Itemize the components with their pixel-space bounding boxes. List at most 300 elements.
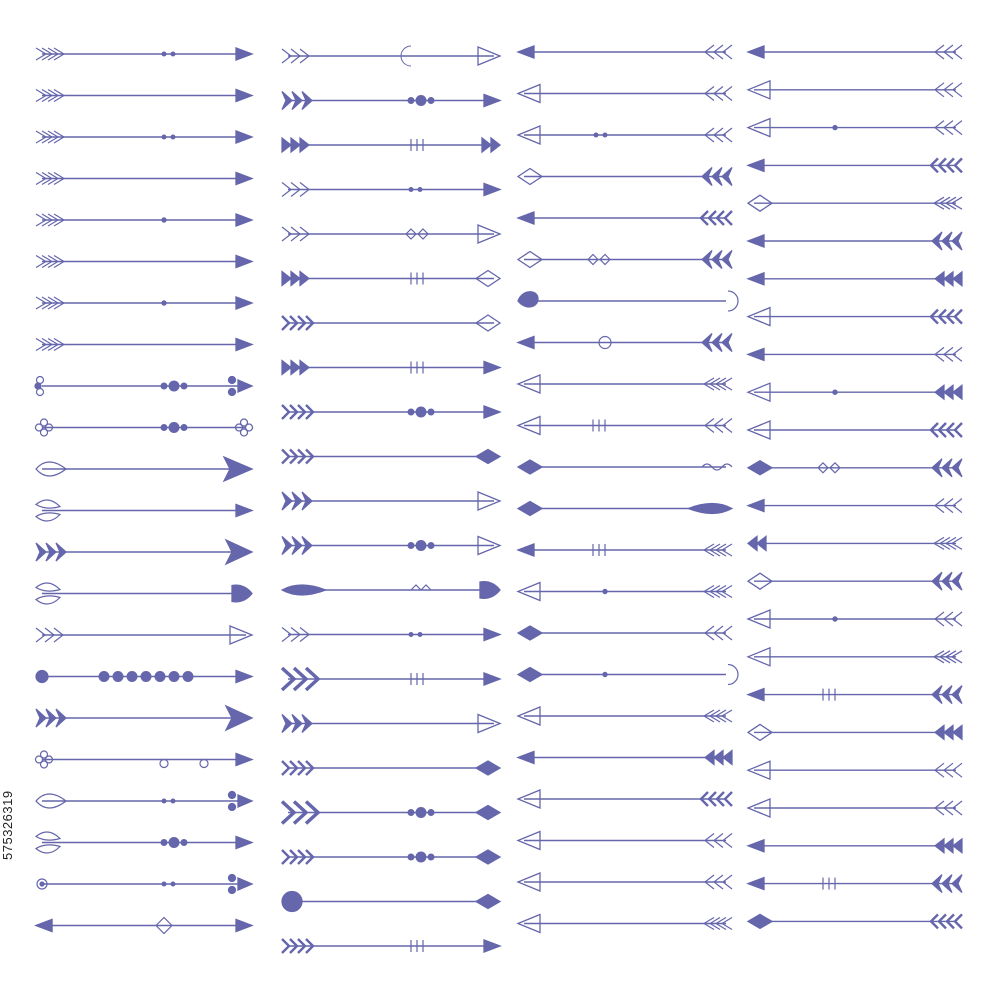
arrow-left xyxy=(748,195,962,211)
bead-icon xyxy=(416,852,426,862)
arrow-part xyxy=(282,492,500,510)
arrow-part xyxy=(748,459,962,477)
arrowhead-icon xyxy=(236,214,252,226)
arrowhead-icon xyxy=(484,95,500,107)
arrow-left xyxy=(748,308,962,326)
fletching-icon xyxy=(36,543,46,561)
arrow-part xyxy=(518,45,732,59)
chevron-icon xyxy=(955,310,962,324)
arrow-left xyxy=(518,502,732,516)
arrow-part xyxy=(748,232,962,250)
fletching-icon xyxy=(282,92,292,110)
chevron-icon xyxy=(282,939,289,953)
arrow-right xyxy=(36,706,252,730)
arrow-left xyxy=(748,610,962,628)
arrowhead-icon xyxy=(236,173,252,185)
triangle-icon xyxy=(935,839,944,853)
arrowhead-icon xyxy=(748,46,764,58)
bead-icon xyxy=(181,840,187,846)
bead-icon xyxy=(113,672,123,682)
arrow-part xyxy=(518,665,738,685)
bead-icon xyxy=(416,808,426,818)
arrowhead-icon xyxy=(476,850,500,864)
arrow-left xyxy=(748,459,962,477)
arrow-left xyxy=(748,839,962,853)
feather-icon xyxy=(282,585,326,595)
curl-icon xyxy=(229,389,236,396)
arrowhead-icon xyxy=(476,450,500,464)
arrow-left xyxy=(518,544,732,556)
arrowhead-icon xyxy=(748,840,764,852)
curl-icon xyxy=(229,804,236,811)
arrow-part xyxy=(282,450,500,464)
arrow-part xyxy=(36,457,252,481)
arrowhead-icon xyxy=(484,362,500,374)
column-4 xyxy=(748,45,962,928)
arrow-left xyxy=(748,499,962,513)
fletching-icon xyxy=(282,715,292,733)
arrow-part xyxy=(748,536,962,550)
bead-icon xyxy=(428,98,434,104)
dot-icon xyxy=(603,589,607,593)
dot-icon xyxy=(171,799,175,803)
arrow-part xyxy=(36,832,252,853)
arrow-part xyxy=(282,315,500,331)
triangle-icon xyxy=(291,272,300,286)
arrow-right xyxy=(36,339,252,351)
arrow-left xyxy=(518,168,732,186)
chevron-icon xyxy=(955,158,962,172)
arrowhead-icon xyxy=(484,184,500,196)
arrowhead-icon xyxy=(484,673,500,685)
arrow-part xyxy=(748,761,962,779)
dot-icon xyxy=(409,188,413,192)
arrow-left xyxy=(518,126,732,144)
chevron-icon xyxy=(955,914,962,928)
arrow-right xyxy=(282,537,500,555)
arrow-part xyxy=(282,537,500,555)
flower-petal-icon xyxy=(41,751,48,758)
arrow-right xyxy=(282,582,500,599)
arrow-left xyxy=(748,724,962,740)
arrowhead-icon xyxy=(518,502,542,516)
stock-id-label: 575326319 xyxy=(0,790,15,860)
dot-icon xyxy=(603,672,607,676)
triangle-icon xyxy=(935,725,944,739)
fleur-head-icon xyxy=(238,878,252,890)
arrowhead-icon xyxy=(748,273,764,285)
arrow-part xyxy=(748,383,962,401)
arrow-part xyxy=(518,291,738,311)
arrow-right xyxy=(282,138,500,152)
arrow-part xyxy=(748,421,962,439)
chevron-icon xyxy=(748,536,757,550)
arrow-left xyxy=(748,799,962,817)
bead-icon xyxy=(161,425,167,431)
triangle-icon xyxy=(723,751,732,765)
arrow-left xyxy=(518,85,732,103)
arrow-left xyxy=(748,686,962,704)
arrowhead-icon xyxy=(236,339,252,351)
arrow-right xyxy=(282,892,500,912)
dot-icon xyxy=(833,125,837,129)
dot-icon xyxy=(418,633,422,637)
arrow-part xyxy=(748,572,962,590)
arrowhead-icon xyxy=(476,806,500,820)
arrow-left xyxy=(518,583,732,601)
triangle-icon xyxy=(953,272,962,286)
circle-icon xyxy=(282,892,302,912)
arrow-part xyxy=(518,832,732,850)
arrow-right xyxy=(36,173,252,185)
arrow-part xyxy=(518,251,732,269)
arrow-part xyxy=(36,500,252,521)
arrowhead-icon xyxy=(748,878,764,890)
arrow-part xyxy=(518,375,732,393)
chevron-icon xyxy=(482,138,491,152)
arrow-part xyxy=(518,211,732,225)
arrowhead-icon xyxy=(476,761,500,775)
arrowhead-icon xyxy=(36,920,52,932)
triangle-icon xyxy=(291,361,300,375)
bead-icon xyxy=(36,671,48,683)
arrow-left xyxy=(518,790,732,808)
arrow-part xyxy=(282,405,500,419)
arrow-part xyxy=(748,724,962,740)
bead-icon xyxy=(141,672,151,682)
arrow-part xyxy=(748,119,962,137)
curl-icon xyxy=(35,383,41,389)
arrow-part xyxy=(748,347,962,361)
arrow-right xyxy=(35,377,252,396)
triangle-icon xyxy=(935,272,944,286)
arrow-right xyxy=(282,361,500,375)
arrow-part xyxy=(36,540,252,564)
arrow-right xyxy=(282,271,500,287)
arrowhead-icon xyxy=(236,256,252,268)
arrowhead-icon xyxy=(518,626,542,640)
arrowhead-icon xyxy=(232,585,252,602)
arrow-part xyxy=(748,45,962,59)
bead-icon xyxy=(181,425,187,431)
triangle-icon xyxy=(705,751,714,765)
arrow-right xyxy=(36,500,252,521)
arrow-part xyxy=(282,92,500,110)
arrowhead-icon xyxy=(480,582,500,599)
arrow-part xyxy=(748,875,962,893)
triangle-icon xyxy=(944,839,953,853)
dot-icon xyxy=(833,390,837,394)
arrow-part xyxy=(518,417,732,435)
bead-icon xyxy=(408,543,414,549)
bead-icon xyxy=(161,840,167,846)
arrow-right xyxy=(36,457,252,481)
arrowhead-icon xyxy=(236,754,252,766)
arrow-part xyxy=(36,918,252,934)
fleur-head-icon xyxy=(238,380,252,392)
bead-icon xyxy=(99,672,109,682)
arrowhead-icon xyxy=(236,505,252,517)
arrow-part xyxy=(282,628,500,642)
arrow-part xyxy=(748,272,962,286)
arrow-left xyxy=(748,421,962,439)
chevron-icon xyxy=(282,761,289,775)
arrowhead-icon xyxy=(484,629,500,641)
arrow-part xyxy=(36,173,252,185)
arrowhead-icon xyxy=(236,837,252,849)
arrow-part xyxy=(282,271,500,287)
arrow-right xyxy=(36,131,252,143)
arrow-right xyxy=(282,92,500,110)
arrowhead-icon xyxy=(748,914,772,928)
arrow-right xyxy=(282,761,500,775)
bead-icon xyxy=(408,98,414,104)
chevron-icon xyxy=(282,405,289,419)
triangle-icon xyxy=(953,385,962,399)
leaf-icon xyxy=(36,500,60,508)
bead-icon xyxy=(428,543,434,549)
arrowhead-icon xyxy=(518,752,534,764)
arrow-right xyxy=(282,315,500,331)
arrow-left xyxy=(748,536,962,550)
arrow-part xyxy=(518,707,732,725)
triangle-icon xyxy=(944,725,953,739)
chevron-icon xyxy=(955,423,962,437)
arrow-left xyxy=(518,873,732,891)
dot-icon xyxy=(162,218,166,222)
arrow-part xyxy=(518,915,732,933)
curl-icon xyxy=(229,377,236,384)
arrowhead-icon xyxy=(518,46,534,58)
bead-icon xyxy=(181,383,187,389)
bead-icon xyxy=(183,672,193,682)
arrow-part xyxy=(36,671,252,683)
arrow-left xyxy=(748,158,962,172)
bead-icon xyxy=(169,672,179,682)
arrow-part xyxy=(518,460,732,474)
arrow-part xyxy=(748,839,962,853)
arrow-left xyxy=(518,915,732,933)
arrow-part xyxy=(36,90,252,102)
bead-icon xyxy=(127,672,137,682)
arrow-right xyxy=(282,225,500,243)
curl-icon xyxy=(229,792,236,799)
arrow-part xyxy=(282,225,500,243)
arrowhead-icon xyxy=(236,297,252,309)
arrow-right xyxy=(282,450,500,464)
dot-icon xyxy=(171,882,175,886)
curl-icon xyxy=(229,875,236,882)
arrow-part xyxy=(36,214,252,226)
triangle-icon xyxy=(282,361,291,375)
arrow-part xyxy=(518,583,732,601)
arrow-left xyxy=(518,460,732,474)
heart-icon xyxy=(518,292,538,307)
arrowhead-icon xyxy=(748,461,772,475)
arrow-left xyxy=(748,45,962,59)
triangle-icon xyxy=(282,138,291,152)
arrow-right xyxy=(282,628,500,642)
flower-icon xyxy=(160,760,168,768)
arrow-right xyxy=(282,668,500,690)
leaf-icon xyxy=(36,583,60,591)
arrow-right xyxy=(36,214,252,226)
arrow-left xyxy=(748,272,962,286)
arrow-part xyxy=(282,715,500,733)
arrow-left xyxy=(518,375,732,393)
bead-icon xyxy=(408,810,414,816)
arrow-left xyxy=(748,648,962,666)
arrow-right xyxy=(282,183,500,197)
fletching-icon xyxy=(952,686,962,704)
arrow-part xyxy=(37,875,252,894)
arrow-left xyxy=(748,875,962,893)
fletching-icon xyxy=(282,492,292,510)
arrowhead-icon xyxy=(476,895,500,909)
arrow-left xyxy=(518,211,732,225)
arrow-left xyxy=(518,251,732,269)
flower-icon xyxy=(200,760,208,768)
leaf-icon xyxy=(36,596,60,604)
arrow-left xyxy=(518,832,732,850)
fletching-icon xyxy=(722,251,732,269)
arrow-left xyxy=(518,334,732,352)
arrow-part xyxy=(748,499,962,513)
flower-petal-icon xyxy=(241,419,248,426)
bead-icon xyxy=(408,854,414,860)
arrowhead-icon xyxy=(236,671,252,683)
arrowhead-icon xyxy=(484,940,500,952)
fletching-icon xyxy=(722,168,732,186)
arrow-right xyxy=(37,875,252,894)
fletching-icon xyxy=(722,334,732,352)
swirl-icon xyxy=(40,882,44,886)
arrowhead-icon xyxy=(748,235,764,247)
arrow-part xyxy=(35,377,252,396)
chevron-icon xyxy=(282,316,289,330)
moon-icon xyxy=(728,665,738,685)
arrow-left xyxy=(518,45,732,59)
arrow-right xyxy=(36,918,252,934)
dot-icon xyxy=(409,633,413,637)
arrow-part xyxy=(748,686,962,704)
triangle-icon xyxy=(300,138,309,152)
arrowhead-icon xyxy=(748,689,764,701)
chevron-icon xyxy=(282,850,289,864)
arrow-part xyxy=(282,46,500,66)
zigzag-icon xyxy=(411,585,431,590)
arrow-part xyxy=(748,195,962,211)
arrow-right xyxy=(36,90,252,102)
bead-icon xyxy=(416,96,426,106)
dot-icon xyxy=(171,135,175,139)
dot-icon xyxy=(162,135,166,139)
leaf-icon xyxy=(36,845,60,853)
dot-icon xyxy=(162,301,166,305)
arrow-right xyxy=(36,297,252,309)
arrow-right xyxy=(36,671,252,683)
arrow-part xyxy=(748,648,962,666)
arrow-left xyxy=(748,383,962,401)
fletching-icon xyxy=(952,232,962,250)
triangle-icon xyxy=(953,725,962,739)
fletching-icon xyxy=(282,537,292,555)
arrow-right xyxy=(282,939,500,953)
arrowhead-icon xyxy=(236,131,252,143)
chevron-icon xyxy=(725,792,732,806)
arrow-part xyxy=(518,126,732,144)
chevron-icon xyxy=(725,211,732,225)
arrowhead-icon xyxy=(748,500,764,512)
arrow-part xyxy=(518,873,732,891)
fleur-head-icon xyxy=(238,795,252,807)
arrow-part xyxy=(36,131,252,143)
dot-icon xyxy=(603,133,607,137)
bead-icon xyxy=(155,672,165,682)
arrow-part xyxy=(282,892,500,912)
arrow-right xyxy=(36,540,252,564)
triangle-icon xyxy=(944,272,953,286)
triangle-icon xyxy=(935,385,944,399)
chevron-icon xyxy=(491,138,500,152)
arrowhead-icon xyxy=(518,668,542,682)
dot-icon xyxy=(162,52,166,56)
fletching-icon xyxy=(952,875,962,893)
arrow-left xyxy=(518,751,732,765)
triangle-icon xyxy=(944,385,953,399)
column-3 xyxy=(518,45,738,933)
feather-icon xyxy=(688,504,732,514)
arrow-part xyxy=(748,799,962,817)
arrow-left xyxy=(518,626,732,640)
arrow-right xyxy=(282,46,500,66)
triangle-icon xyxy=(300,272,309,286)
arrow-part xyxy=(282,361,500,375)
triangle-icon xyxy=(714,751,723,765)
arrow-part xyxy=(36,297,252,309)
arrow-right xyxy=(36,626,252,644)
arrowhead-icon xyxy=(748,348,764,360)
arrow-part xyxy=(282,138,500,152)
arrow-left xyxy=(748,347,962,361)
arrow-left xyxy=(748,81,962,99)
arrow-right xyxy=(36,256,252,268)
arrow-part xyxy=(518,168,732,186)
arrow-part xyxy=(518,334,732,352)
arrow-part xyxy=(748,81,962,99)
arrow-part xyxy=(518,626,732,640)
arrow-right xyxy=(36,832,252,853)
bead-icon xyxy=(416,407,426,417)
bead-icon xyxy=(161,383,167,389)
arrow-part xyxy=(748,158,962,172)
arrow-right xyxy=(282,405,500,419)
dot-icon xyxy=(162,882,166,886)
arrow-part xyxy=(36,706,252,730)
column-1 xyxy=(35,48,253,934)
dot-icon xyxy=(833,617,837,621)
triangle-icon xyxy=(282,272,291,286)
arrow-part xyxy=(748,308,962,326)
dot-icon xyxy=(171,52,175,56)
arrow-part xyxy=(282,802,500,824)
arrow-right xyxy=(36,419,253,436)
leaf-icon xyxy=(36,832,60,840)
chevron-icon xyxy=(757,536,766,550)
arrow-part xyxy=(36,339,252,351)
arrow-part xyxy=(282,850,500,864)
arrow-part xyxy=(36,792,252,811)
